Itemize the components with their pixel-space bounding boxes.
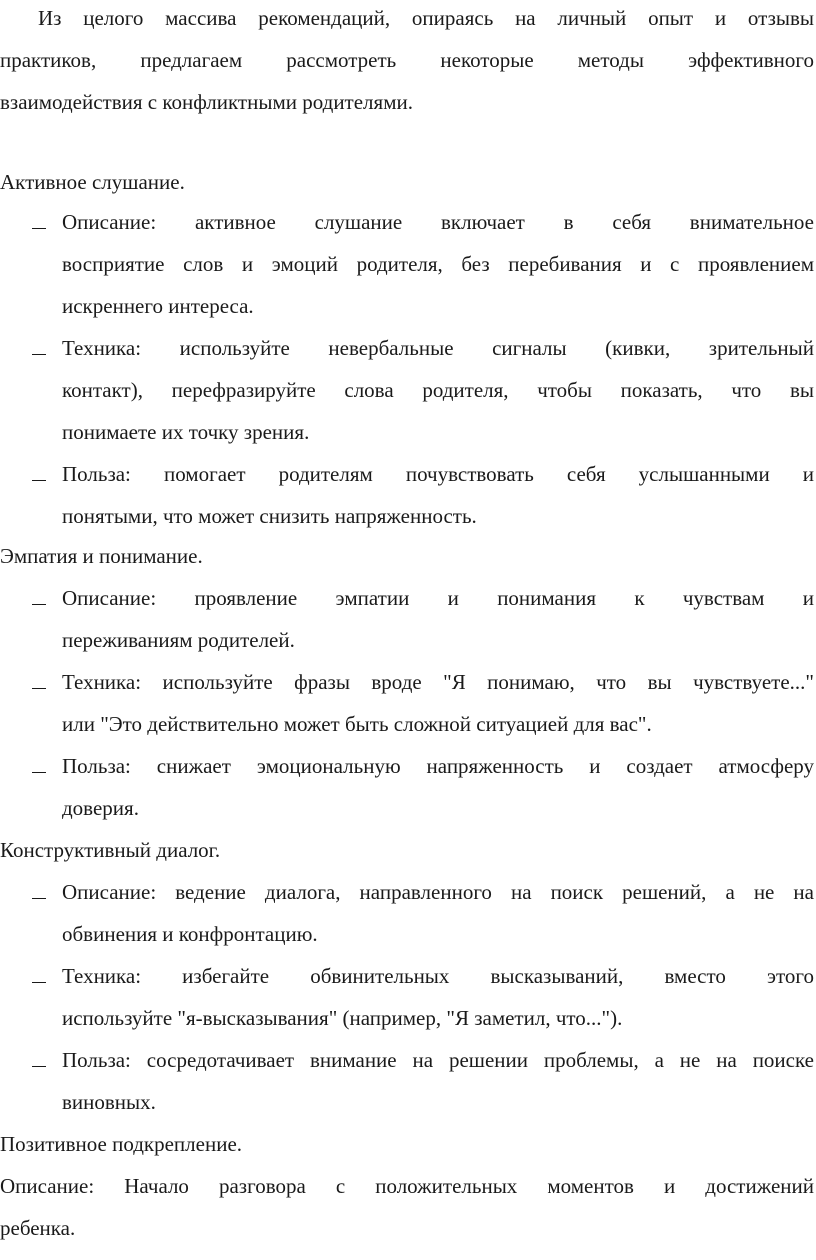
list-item-line: восприятие слов и эмоций родителя, без перебивания и с проявлением xyxy=(62,252,814,276)
intro-line-3: взаимодействия с конфликтными родителями. xyxy=(0,90,413,114)
list-item-line: Описание: проявление эмпатии и понимания к чувствам и xyxy=(62,586,814,610)
dash-bullet xyxy=(32,480,46,481)
section-heading-positive-reinforcement: Позитивное подкрепление. xyxy=(0,1132,243,1156)
list-item-line: Польза: сосредотачивает внимание на решении проблемы, а не на поиске xyxy=(62,1048,814,1072)
section-heading-empathy: Эмпатия и понимание. xyxy=(0,544,203,568)
intro-line-1: Из целого массива рекомендаций, опираясь на личный опыт и отзывы xyxy=(38,6,814,30)
dash-bullet xyxy=(32,354,46,355)
final-line-2: ребенка. xyxy=(0,1216,76,1240)
dash-bullet xyxy=(32,982,46,983)
list-item-line: Польза: снижает эмоциональную напряженность и создает атмосферу xyxy=(62,754,814,778)
list-item-line: переживаниям родителей. xyxy=(62,628,295,652)
list-item-line: Техника: используйте невербальные сигналы (кивки, зрительный xyxy=(62,336,814,360)
intro-line-2: практиков, предлагаем рассмотреть некоторые методы эффективного xyxy=(0,48,814,72)
final-line-1: Описание: Начало разговора с положительных моментов и достижений xyxy=(0,1174,814,1198)
list-item-line: обвинения и конфронтацию. xyxy=(62,922,318,946)
list-item-line: Техника: используйте фразы вроде "Я понимаю, что вы чувствуете..." xyxy=(62,670,814,694)
list-item-line: искреннего интереса. xyxy=(62,294,254,318)
list-item-line: Техника: избегайте обвинительных высказываний, вместо этого xyxy=(62,964,814,988)
dash-bullet xyxy=(32,688,46,689)
dash-bullet xyxy=(32,1066,46,1067)
dash-bullet xyxy=(32,604,46,605)
list-item-line: контакт), перефразируйте слова родителя, чтобы показать, что вы xyxy=(62,378,814,402)
section-heading-constructive-dialogue: Конструктивный диалог. xyxy=(0,838,221,862)
section-heading-active-listening: Активное слушание. xyxy=(0,170,185,194)
list-item-line: или "Это действительно может быть сложной ситуацией для вас". xyxy=(62,712,652,736)
dash-bullet xyxy=(32,772,46,773)
list-item-line: Описание: активное слушание включает в себя внимательное xyxy=(62,210,814,234)
dash-bullet xyxy=(32,898,46,899)
dash-bullet xyxy=(32,228,46,229)
list-item-line: понимаете их точку зрения. xyxy=(62,420,310,444)
list-item-line: понятыми, что может снизить напряженность. xyxy=(62,504,477,528)
list-item-line: используйте "я-высказывания" (например, "Я заметил, что..."). xyxy=(62,1006,623,1030)
list-item-line: доверия. xyxy=(62,796,139,820)
list-item-line: Польза: помогает родителям почувствовать себя услышанными и xyxy=(62,462,814,486)
list-item-line: Описание: ведение диалога, направленного на поиск решений, а не на xyxy=(62,880,814,904)
list-item-line: виновных. xyxy=(62,1090,156,1114)
